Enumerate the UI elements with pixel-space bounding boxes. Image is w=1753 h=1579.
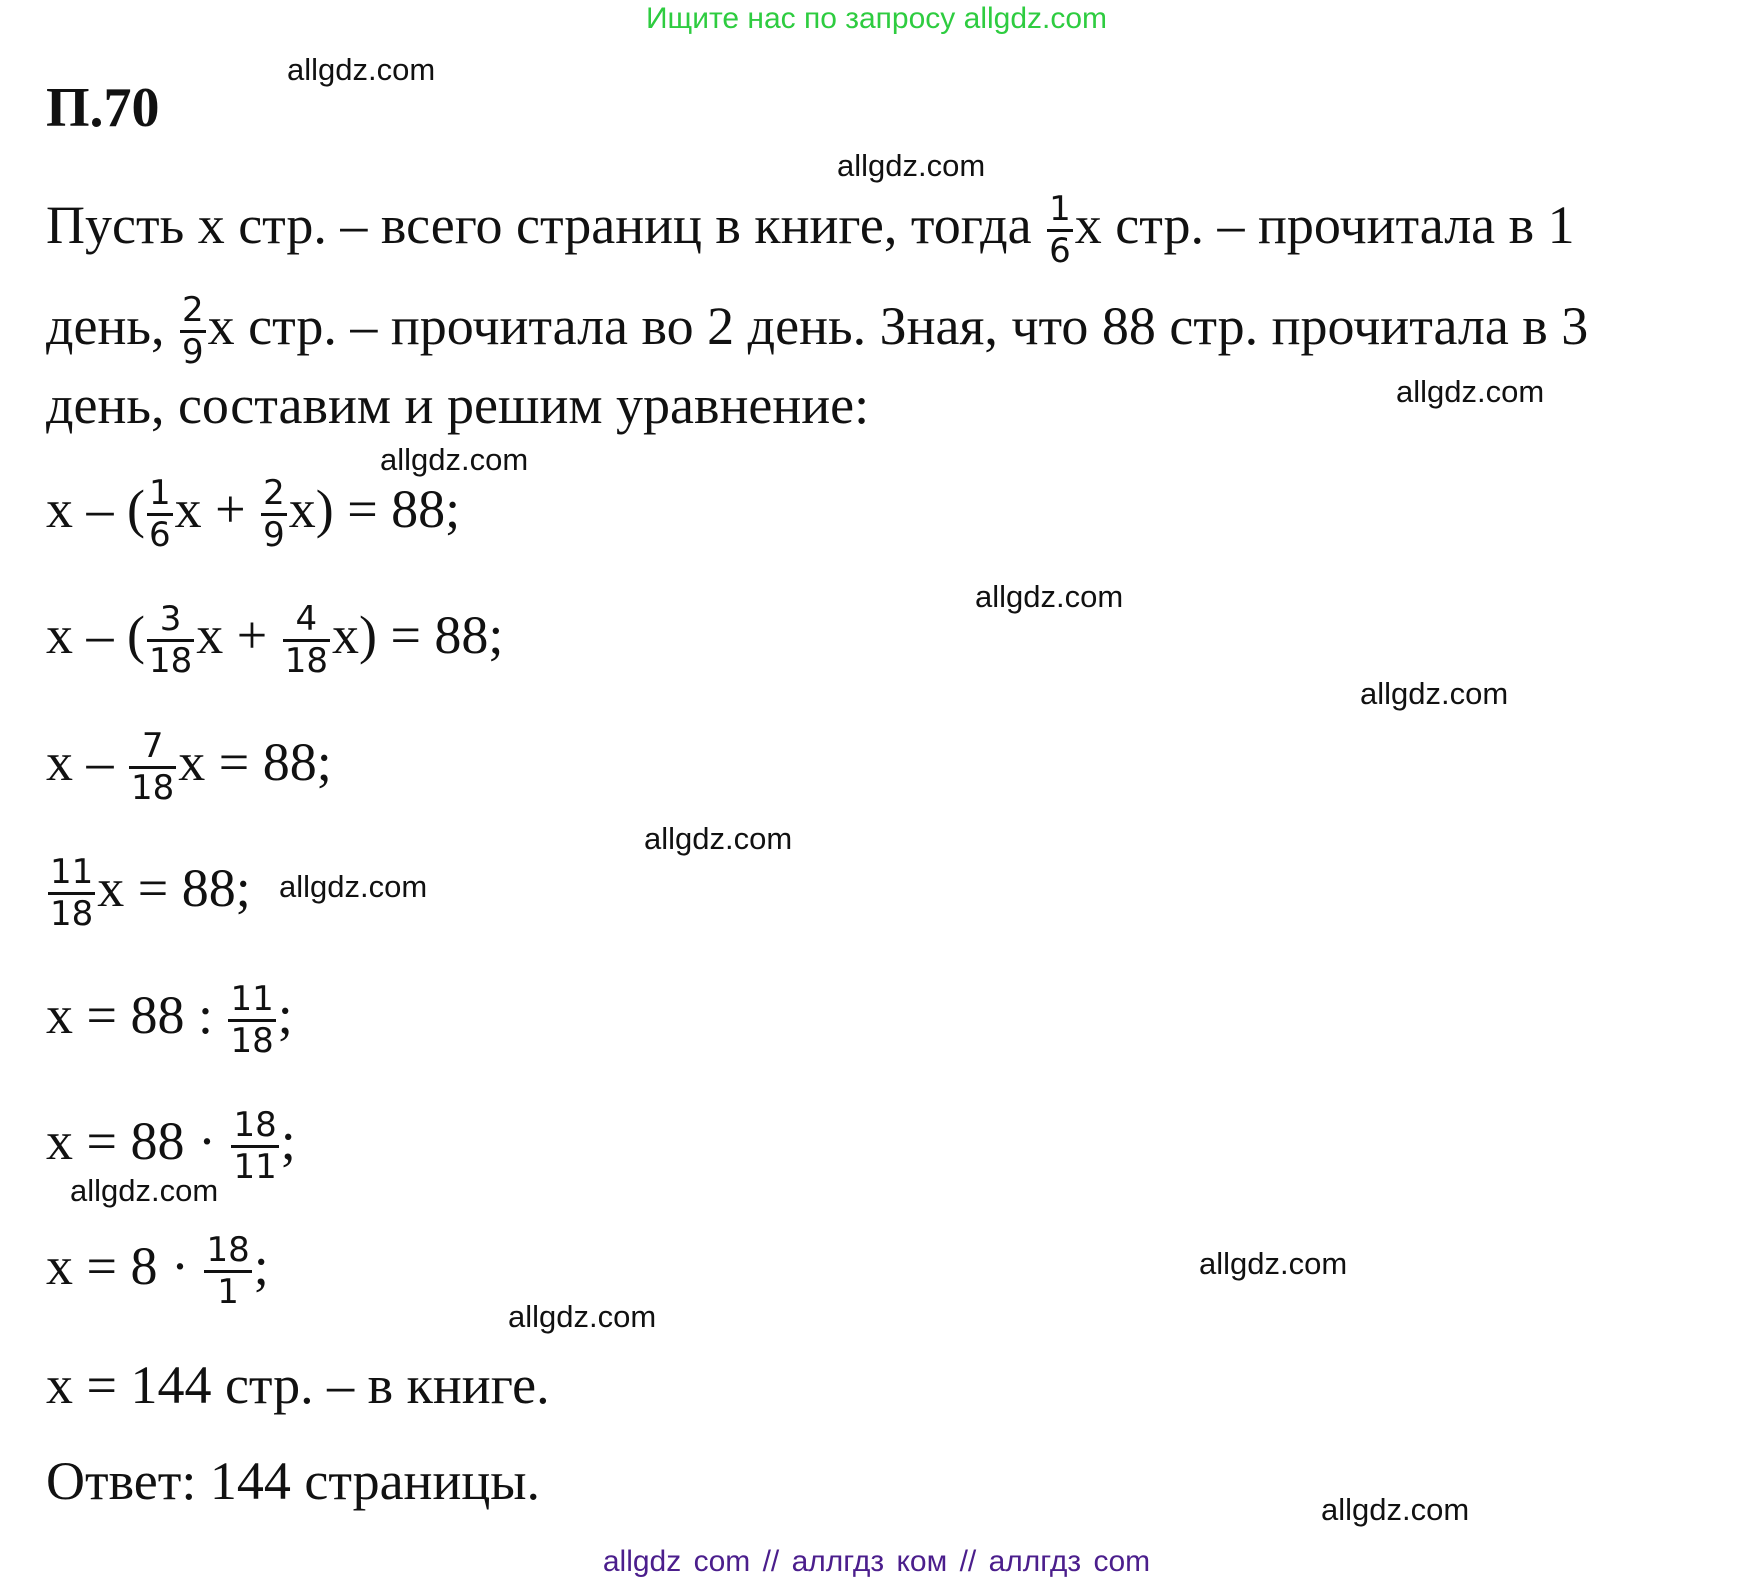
fraction-denominator: 11 xyxy=(233,1147,277,1188)
text-run: х стр. – прочитала в 1 xyxy=(1074,194,1575,255)
fraction-numerator: 1 xyxy=(147,474,173,516)
fraction-denominator: 9 xyxy=(263,515,285,556)
equation-line xyxy=(46,980,293,1061)
text-run: х = 88; xyxy=(97,857,251,918)
watermark: allgdz.com xyxy=(1360,676,1509,711)
footer-banner: allgdz com // аллгдз ком // аллгдз com xyxy=(602,1545,1151,1578)
intro-line xyxy=(46,291,1588,372)
text-run: Пусть х стр. – всего страниц в книге, тогда xyxy=(46,194,1046,255)
text-run: х – ( xyxy=(46,478,145,539)
fraction xyxy=(129,727,176,808)
problem-title: П.70 xyxy=(46,77,160,139)
fraction-numerator: 2 xyxy=(261,474,287,516)
fraction-denominator: 18 xyxy=(50,894,94,935)
watermark: allgdz.com xyxy=(837,148,986,183)
watermark: allgdz.com xyxy=(1396,374,1545,409)
text-run: х + xyxy=(196,604,281,665)
fraction xyxy=(228,980,275,1061)
watermark: allgdz.com xyxy=(1199,1246,1348,1281)
text-run: ; xyxy=(280,1110,296,1171)
text-run: х) = 88; xyxy=(288,478,461,539)
fraction xyxy=(48,853,95,934)
watermark: allgdz.com xyxy=(380,442,529,477)
fraction-numerator: 3 xyxy=(147,600,194,642)
watermark: allgdz.com xyxy=(70,1173,219,1208)
text-run: х = 88 · xyxy=(46,1110,230,1171)
fraction-denominator: 18 xyxy=(284,641,328,682)
intro-line xyxy=(46,375,870,435)
fraction-denominator: 6 xyxy=(1049,231,1071,272)
fraction-numerator: 18 xyxy=(204,1231,251,1273)
equation-line xyxy=(46,1231,269,1312)
fraction xyxy=(180,291,206,372)
text-run: день, составим и решим уравнение: xyxy=(46,375,870,435)
equation-line xyxy=(46,853,251,934)
equation-line xyxy=(46,600,503,681)
fraction-numerator: 4 xyxy=(283,600,330,642)
text-run: х + xyxy=(174,478,260,539)
fraction xyxy=(147,600,194,681)
fraction-denominator: 18 xyxy=(230,1021,274,1062)
equation-line xyxy=(46,474,460,555)
fraction-numerator: 18 xyxy=(231,1106,278,1148)
text-run: х = 88 : xyxy=(46,984,227,1045)
fraction xyxy=(147,474,173,555)
equation-line xyxy=(46,1355,550,1415)
fraction-numerator: 1 xyxy=(1047,190,1073,232)
text-run: ; xyxy=(277,984,293,1045)
fraction-denominator: 9 xyxy=(181,332,204,373)
fraction xyxy=(231,1106,278,1187)
text-run: х – ( xyxy=(46,604,145,665)
fraction-numerator: 11 xyxy=(48,853,95,895)
text-run: х = 88; xyxy=(178,731,332,792)
equation-line xyxy=(46,1451,541,1511)
search-banner: Ищите нас по запросу allgdz.com xyxy=(645,2,1108,35)
watermark: allgdz.com xyxy=(975,579,1124,614)
fraction xyxy=(283,600,330,681)
text-run: ; xyxy=(253,1235,269,1296)
fraction xyxy=(204,1231,251,1312)
text-run: х – xyxy=(46,731,127,792)
fraction-denominator: 1 xyxy=(217,1272,239,1313)
equation-line xyxy=(46,727,332,808)
text-run: Ответ: 144 страницы. xyxy=(46,1451,541,1511)
fraction-denominator: 18 xyxy=(131,768,175,809)
text-run: день, xyxy=(46,295,178,356)
fraction xyxy=(1047,190,1073,271)
watermark: allgdz.com xyxy=(287,52,436,87)
watermark: allgdz.com xyxy=(279,869,428,904)
fraction xyxy=(261,474,287,555)
watermark: allgdz.com xyxy=(508,1299,657,1334)
watermark: allgdz.com xyxy=(644,821,793,856)
fraction-denominator: 6 xyxy=(148,515,171,556)
fraction-denominator: 18 xyxy=(148,641,193,682)
text-run: х стр. – прочитала во 2 день. Зная, что 88 стр. прочитала в 3 xyxy=(207,295,1589,356)
watermark: allgdz.com xyxy=(1321,1492,1470,1527)
text-run: х = 144 стр. – в книге. xyxy=(46,1355,550,1415)
text-run: х = 8 · xyxy=(46,1235,203,1296)
text-run: х) = 88; xyxy=(331,604,504,665)
fraction-numerator: 2 xyxy=(180,291,206,333)
fraction-numerator: 7 xyxy=(129,727,176,769)
fraction-numerator: 11 xyxy=(228,980,275,1022)
intro-line xyxy=(46,190,1575,271)
